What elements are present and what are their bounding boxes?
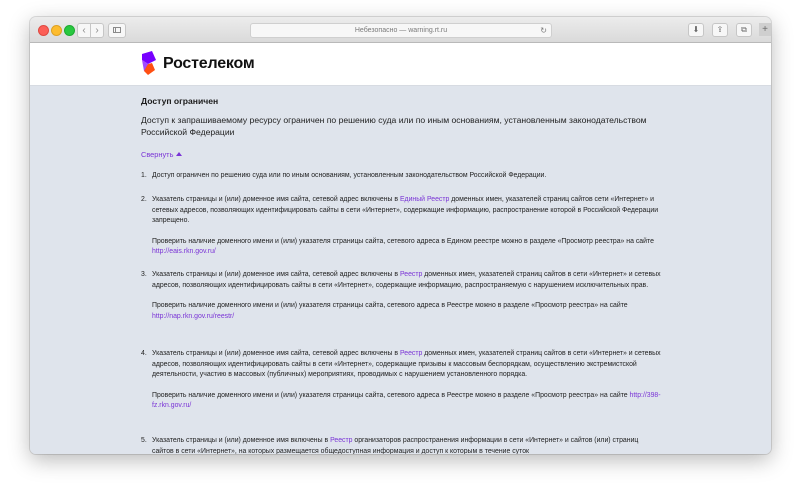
- registry-link[interactable]: Реестр: [399, 271, 423, 278]
- reload-icon[interactable]: ↻: [540, 26, 547, 35]
- item-check-text: Проверить наличие доменного имени и (или) указателя страницы сайта, сетевого адреса в Едином реестре можно в разделе «Просмотр реестра» на сайте http://eais.rkn.gov.ru/: [152, 237, 654, 255]
- item-number: 5.: [141, 437, 147, 444]
- collapse-toggle[interactable]: [141, 150, 182, 159]
- zoom-window-button[interactable]: [64, 25, 75, 36]
- address-bar[interactable]: [250, 23, 552, 38]
- browser-window: [30, 17, 771, 454]
- tabs-icon: ⧉: [741, 25, 747, 34]
- browser-toolbar: [30, 17, 771, 43]
- downloads-button[interactable]: [688, 23, 704, 37]
- item-text: Доступ ограничен по решению суда или по иным основаниям, установленным законодательством Российской Федерации.: [152, 172, 547, 179]
- page-title: Доступ ограничен: [141, 96, 219, 106]
- plus-icon: +: [762, 24, 768, 35]
- registry-link[interactable]: Реестр: [330, 437, 353, 444]
- rostelecom-logo-icon[interactable]: [140, 51, 160, 77]
- item-text: Указатель страницы и (или) доменное имя сайта, сетевой адрес включены в Реестр доменных имен, указателей страниц сайтов в сети «Интернет» и сетевых адресов, позволяющих идентифицировать сайты в сети «Интернет», содержащие призывы к массовым беспорядкам, осуществлению экстремистской деятельности, участию в массовых (публичных) мероприятиях, проводимых с нарушением установленного порядка.: [152, 350, 661, 378]
- back-button[interactable]: [77, 23, 91, 38]
- fz398-link[interactable]: http://398-fz.rkn.gov.ru/: [152, 391, 661, 409]
- eais-link[interactable]: http://eais.rkn.gov.ru/: [152, 248, 216, 255]
- close-window-button[interactable]: [38, 25, 49, 36]
- collapse-label: Свернуть: [141, 150, 174, 159]
- main-content: [30, 86, 771, 454]
- new-tab-button[interactable]: [759, 23, 771, 36]
- brand-name: Ростелеком: [163, 55, 255, 72]
- share-icon: ⇪: [716, 25, 724, 34]
- item-text: Указатель страницы и (или) доменное имя включены в Реестр организаторов распространения информации в сети «Интернет» и сайтов (или) страниц сайтов в сети «Интернет», на которых размещается общедоступная информация и доступ к которым в течение суток: [152, 437, 639, 454]
- item-check-text: Проверить наличие доменного имени и (или) указателя страницы сайта, сетевого адреса в Реестре можно в разделе «Просмотр реестра» на сайте http://398-fz.rkn.gov.ru/: [152, 391, 661, 409]
- tab-overview-button[interactable]: [736, 23, 752, 37]
- share-button[interactable]: [712, 23, 728, 37]
- item-text: Указатель страницы и (или) доменное имя сайта, сетевой адрес включены в Реестр доменных имен, указателей страниц сайтов в сети «Интернет» и сетевых адресов, позволяющих идентифицировать сайты в сети «Интернет», содержащие информацию, распространяемую с нарушением исключительных прав.: [152, 271, 661, 289]
- address-text: Небезопасно — warning.rt.ru: [354, 27, 448, 34]
- chevron-left-icon: ‹: [82, 25, 86, 36]
- item-number: 4.: [141, 350, 147, 357]
- sidebar-icon: [113, 27, 121, 33]
- item-text: Указатель страницы и (или) доменное имя сайта, сетевой адрес включены в Единый Реестр доменных имен, указателей страниц сайтов сети «Интернет» и сетевых адресов, позволяющих идентифицировать сайты в сети «Интернет», содержащие информацию, распространение которой в Российской Федерации запрещено.: [152, 196, 659, 224]
- item-number: 2.: [141, 196, 147, 203]
- item-number: 1.: [141, 172, 147, 179]
- registry-link[interactable]: Единый Реестр: [399, 196, 450, 203]
- registry-link[interactable]: Реестр: [399, 350, 423, 357]
- notice-lead: Доступ к запрашиваемому ресурсу ограничен по решению суда или по иным основаниям, установленным законодательством Российской Федерации: [141, 115, 647, 137]
- item-number: 3.: [141, 271, 147, 278]
- chevron-right-icon: ›: [95, 25, 99, 36]
- nap-link[interactable]: http://nap.rkn.gov.ru/reestr/: [152, 312, 235, 320]
- caret-up-icon: [176, 152, 182, 156]
- forward-button[interactable]: [90, 23, 104, 38]
- download-icon: ⬇: [692, 25, 700, 34]
- site-header: [30, 43, 771, 86]
- minimize-window-button[interactable]: [51, 25, 62, 36]
- item-check-text: Проверить наличие доменного имени и (или) указателя страницы сайта, сетевого адреса в Реестре можно в разделе «Просмотр реестра» на сайте http://nap.rkn.gov.ru/reestr/: [152, 302, 628, 320]
- sidebar-toggle-button[interactable]: [108, 23, 126, 38]
